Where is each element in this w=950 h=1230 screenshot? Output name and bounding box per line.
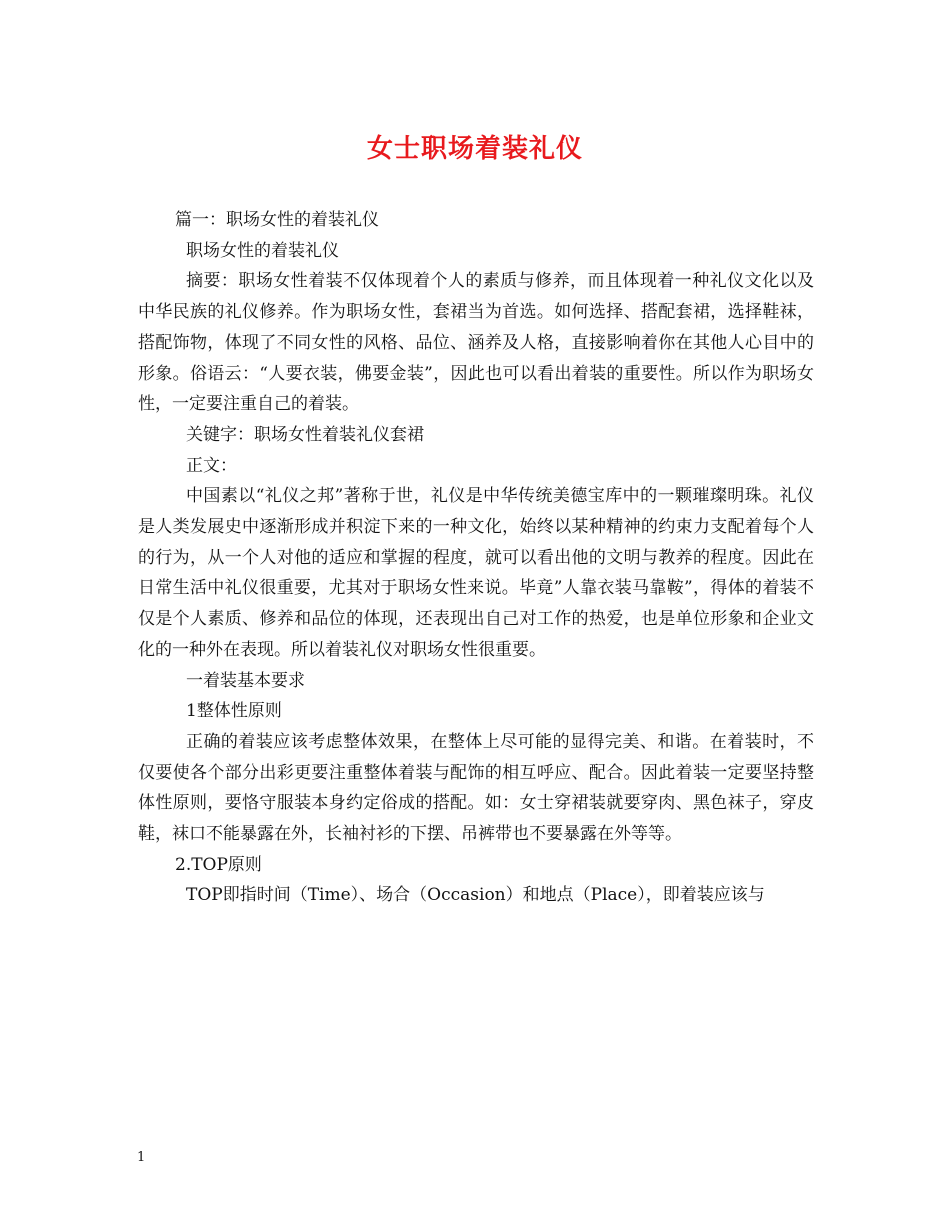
subsection-heading: 1整体性原则	[186, 701, 282, 722]
chapter-heading: 篇一：职场女性的着装礼仪	[175, 210, 379, 230]
document-body	[138, 205, 814, 911]
page-number: 1	[137, 1150, 146, 1165]
abstract-paragraph: 摘要：职场女性着装不仅体现着个人的素质与修养，而且体现着一种礼仪文化以及中华民族的礼仪修养。作为职场女性，套裙当为首选。如何选择、搭配套裙，选择鞋袜，搭配饰物，体现了不同女性的风格、品位、涵养及人格，直接影响着你在其他人心目中的形象。俗语云：“人要衣装，佛要金装”，因此也可以看出着装的重要性。所以作为职场女性，一定要注重自己的着装。	[138, 271, 814, 415]
subsection-heading: 2.TOP原则	[175, 854, 262, 875]
top-principle-paragraph: TOP即指时间（Time）、场合（Occasion）和地点（Place），即着装应该与	[186, 885, 765, 906]
keywords-line: 关键字：职场女性着装礼仪套裙	[186, 424, 424, 445]
section-heading: 一着装基本要求	[186, 670, 305, 691]
article-title: 职场女性的着装礼仪	[186, 240, 339, 261]
document-title: 女士职场着装礼仪	[366, 134, 583, 164]
principle-paragraph: 正确的着装应该考虑整体效果，在整体上尽可能的显得完美、和谐。在着装时，不仅要使各个部分出彩更要注重整体着装与配饰的相互呼应、配合。因此着装一定要坚持整体性原则，要恪守服装本身约定俗成的搭配。如：女士穿裙装就要穿肉、黑色袜子，穿皮鞋，袜口不能暴露在外，长袖衬衫的下摆、吊裤带也不要暴露在外等等。	[138, 731, 814, 845]
body-label: 正文：	[186, 455, 237, 476]
intro-paragraph: 中国素以“礼仪之邦”著称于世，礼仪是中华传统美德宝库中的一颗璀璨明珠。礼仪是人类发展史中逐渐形成并积淀下来的一种文化，始终以某种精神的约束力支配着每个人的行为，从一个人对他的适应和掌握的程度，就可以看出他的文明与教养的程度。因此在日常生活中礼仪很重要，尤其对于职场女性来说。毕竟”人靠衣装马靠鞍”，得体的着装不仅是个人素质、修养和品位的体现，还表现出自己对工作的热爱，也是单位形象和企业文化的一种外在表现。所以着装礼仪对职场女性很重要。	[138, 486, 814, 660]
